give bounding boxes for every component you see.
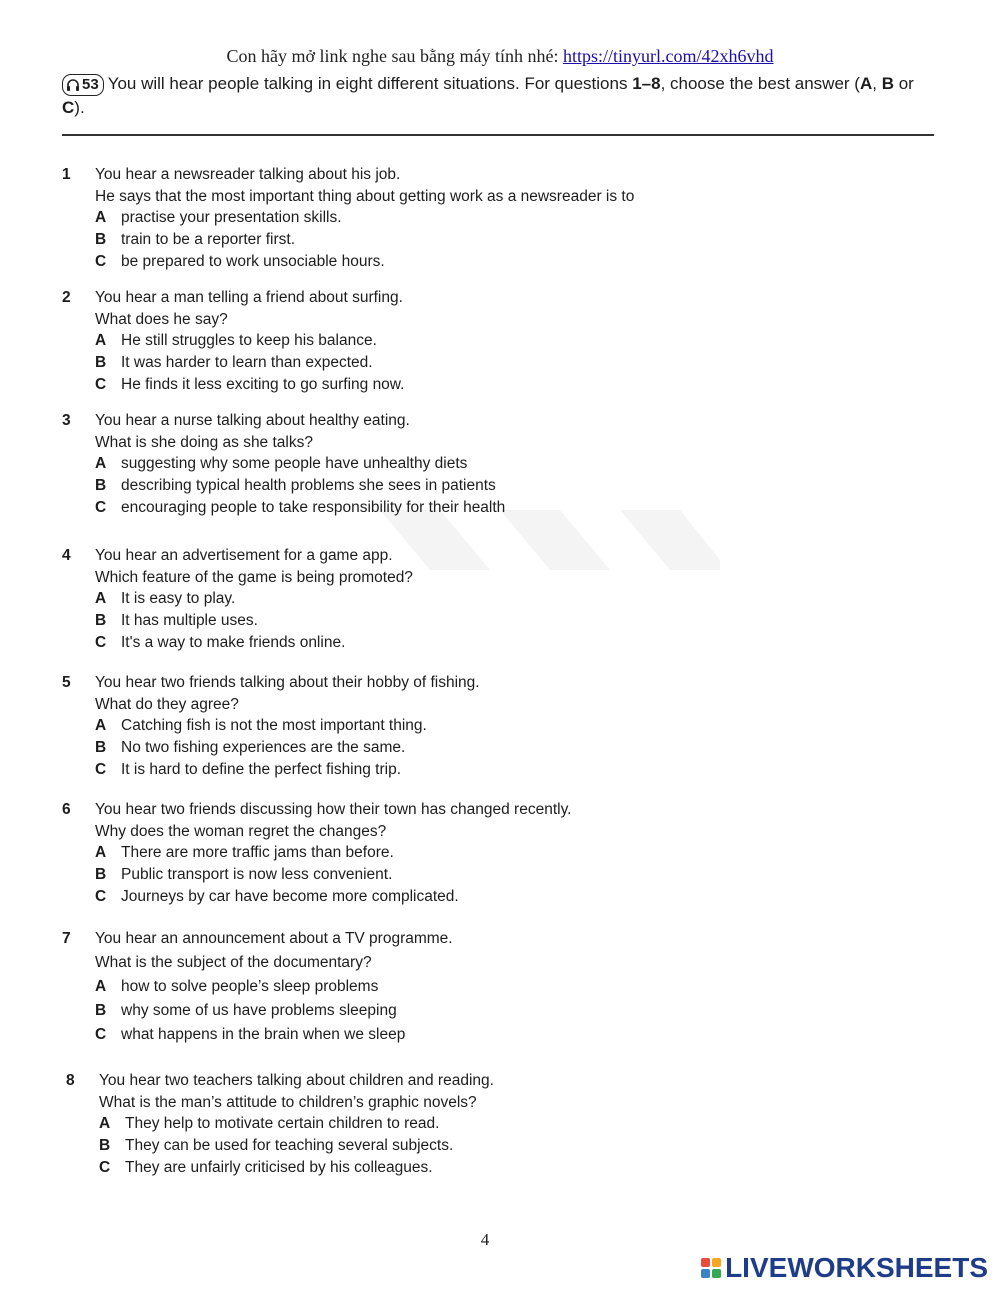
option-letter: B	[95, 612, 107, 630]
question-prompt: What is the man’s attitude to children’s graphic novels?	[99, 1093, 477, 1111]
option-text: what happens in the brain when we sleep	[121, 1026, 406, 1043]
option-c[interactable]	[62, 497, 762, 519]
option-text: They can be used for teaching several subjects.	[125, 1137, 454, 1155]
option-letter: C	[95, 760, 107, 778]
option-text: be prepared to work unsociable hours.	[121, 252, 385, 270]
instructions	[62, 72, 932, 120]
question-prompt: Why does the woman regret the changes?	[95, 822, 387, 840]
question-prompt: What is she doing as she talks?	[95, 433, 313, 451]
question-context: You hear a newsreader talking about his job.	[95, 166, 401, 183]
option-letter: A	[95, 455, 107, 473]
question-6	[62, 799, 762, 908]
instructions-sep-2: or	[893, 74, 914, 93]
question-8	[66, 1070, 766, 1179]
option-text: Catching fish is not the most important thing.	[121, 717, 427, 735]
option-letter: B	[95, 866, 107, 884]
option-letter: C	[95, 252, 107, 270]
option-b[interactable]	[62, 864, 762, 886]
option-text: suggesting why some people have unhealthy diets	[121, 455, 468, 473]
instructions-text-1: You will hear people talking in eight different situations. For questions	[107, 74, 628, 93]
option-letter: A	[95, 978, 107, 995]
option-letter: B	[95, 231, 107, 249]
option-text: No two fishing experiences are the same.	[121, 739, 406, 757]
option-letter: C	[95, 1026, 107, 1043]
question-prompt: What is the subject of the documentary?	[95, 954, 372, 971]
instructions-letter-b: B	[881, 74, 894, 93]
option-text: Journeys by car have become more complicated.	[121, 887, 459, 905]
instructions-text-end: ).	[74, 98, 85, 117]
option-letter: B	[95, 739, 107, 757]
question-2	[62, 287, 762, 396]
option-a[interactable]	[66, 1113, 766, 1135]
question-context: You hear an announcement about a TV programme.	[95, 930, 453, 947]
audio-link[interactable]: https://tinyurl.com/42xh6vhd	[562, 46, 774, 66]
page-number: 4	[480, 1230, 490, 1249]
option-letter: C	[95, 887, 107, 905]
option-letter: C	[95, 633, 107, 651]
option-letter: B	[95, 1002, 107, 1019]
question-prompt: He says that the most important thing about getting work as a newsreader is to	[95, 187, 635, 205]
option-a[interactable]	[62, 207, 762, 229]
question-context: You hear two teachers talking about children and reading.	[99, 1072, 494, 1089]
question-1	[62, 164, 762, 273]
question-4	[62, 545, 762, 654]
logo-mark-icon	[701, 1258, 721, 1278]
logo-text: LIVEWORKSHEETS	[725, 1252, 988, 1283]
option-text: There are more traffic jams than before.	[121, 844, 394, 862]
top-note-text: Con hãy mở link nghe sau bằng máy tính nhé:	[226, 46, 559, 66]
option-text: It's a way to make friends online.	[121, 633, 346, 651]
option-text: practise your presentation skills.	[121, 209, 342, 227]
question-number: 7	[62, 930, 71, 947]
question-context: You hear a nurse talking about healthy eating.	[95, 412, 410, 429]
option-a[interactable]	[62, 715, 762, 737]
audio-track-badge	[62, 74, 104, 96]
question-3	[62, 410, 762, 519]
option-c[interactable]	[62, 759, 762, 781]
option-text: It is easy to play.	[121, 590, 236, 608]
option-letter: C	[95, 375, 107, 393]
question-number: 3	[62, 412, 71, 429]
question-prompt: Which feature of the game is being promoted?	[95, 568, 413, 586]
option-text: They are unfairly criticised by his colleagues.	[125, 1158, 433, 1176]
question-number: 6	[62, 801, 71, 818]
option-letter: A	[99, 1115, 111, 1133]
option-b[interactable]	[62, 610, 762, 632]
option-letter: A	[95, 717, 107, 735]
option-c[interactable]	[62, 632, 762, 654]
option-a[interactable]	[62, 842, 762, 864]
option-letter: A	[95, 332, 107, 350]
question-prompt: What do they agree?	[95, 695, 239, 713]
option-b[interactable]	[66, 1135, 766, 1157]
question-context: You hear a man telling a friend about surfing.	[95, 289, 403, 306]
option-b[interactable]	[62, 999, 762, 1023]
question-context: You hear an advertisement for a game app.	[95, 547, 393, 564]
option-c[interactable]	[62, 886, 762, 908]
option-a[interactable]	[62, 588, 762, 610]
option-text: describing typical health problems she sees in patients	[121, 477, 496, 495]
option-text: how to solve people’s sleep problems	[121, 978, 379, 995]
option-text: He finds it less exciting to go surfing now.	[121, 375, 405, 393]
option-text: He still struggles to keep his balance.	[121, 332, 377, 350]
instructions-sep-1: ,	[872, 74, 882, 93]
question-context: You hear two friends talking about their hobby of fishing.	[95, 674, 480, 691]
option-text: It is hard to define the perfect fishing trip.	[121, 760, 402, 778]
option-text: It has multiple uses.	[121, 612, 258, 630]
option-c[interactable]	[66, 1157, 766, 1179]
question-number: 2	[62, 289, 71, 306]
option-text: It was harder to learn than expected.	[121, 354, 373, 372]
question-number: 1	[62, 166, 71, 183]
option-letter: B	[95, 477, 107, 495]
option-letter: A	[95, 844, 107, 862]
option-a[interactable]	[62, 453, 762, 475]
option-text: why some of us have problems sleeping	[121, 1002, 397, 1019]
option-letter: B	[99, 1137, 111, 1155]
option-letter: C	[99, 1158, 111, 1176]
question-5	[62, 672, 762, 781]
instructions-letter-c: C	[62, 98, 75, 117]
question-context: You hear two friends discussing how their town has changed recently.	[95, 801, 572, 818]
option-text: Public transport is now less convenient.	[121, 866, 393, 884]
question-number: 5	[62, 674, 71, 691]
option-letter: B	[95, 354, 107, 372]
question-number: 8	[66, 1072, 75, 1089]
divider	[62, 134, 934, 136]
option-letter: A	[95, 209, 107, 227]
track-number: 53	[82, 76, 99, 93]
option-b[interactable]	[62, 475, 762, 497]
option-c[interactable]	[62, 374, 762, 396]
option-letter: C	[95, 498, 107, 516]
option-text: encouraging people to take responsibility for their health	[121, 498, 506, 516]
top-note	[0, 46, 1000, 67]
liveworksheets-logo[interactable]	[701, 1252, 988, 1284]
question-prompt: What does he say?	[95, 310, 228, 328]
instructions-text-2: , choose the best answer (	[660, 74, 860, 93]
option-text: train to be a reporter first.	[121, 231, 296, 249]
option-text: They help to motivate certain children to read.	[125, 1115, 440, 1133]
option-b[interactable]	[62, 229, 762, 251]
instructions-letter-a: A	[859, 74, 873, 93]
option-c[interactable]	[62, 1023, 762, 1047]
option-c[interactable]	[62, 251, 762, 273]
option-a[interactable]	[62, 975, 762, 999]
option-b[interactable]	[62, 352, 762, 374]
option-b[interactable]	[62, 737, 762, 759]
question-number: 4	[62, 547, 71, 564]
headphones-icon	[66, 78, 80, 92]
question-range: 1–8	[632, 74, 661, 93]
option-letter: A	[95, 590, 107, 608]
option-a[interactable]	[62, 330, 762, 352]
question-7	[62, 927, 762, 1047]
